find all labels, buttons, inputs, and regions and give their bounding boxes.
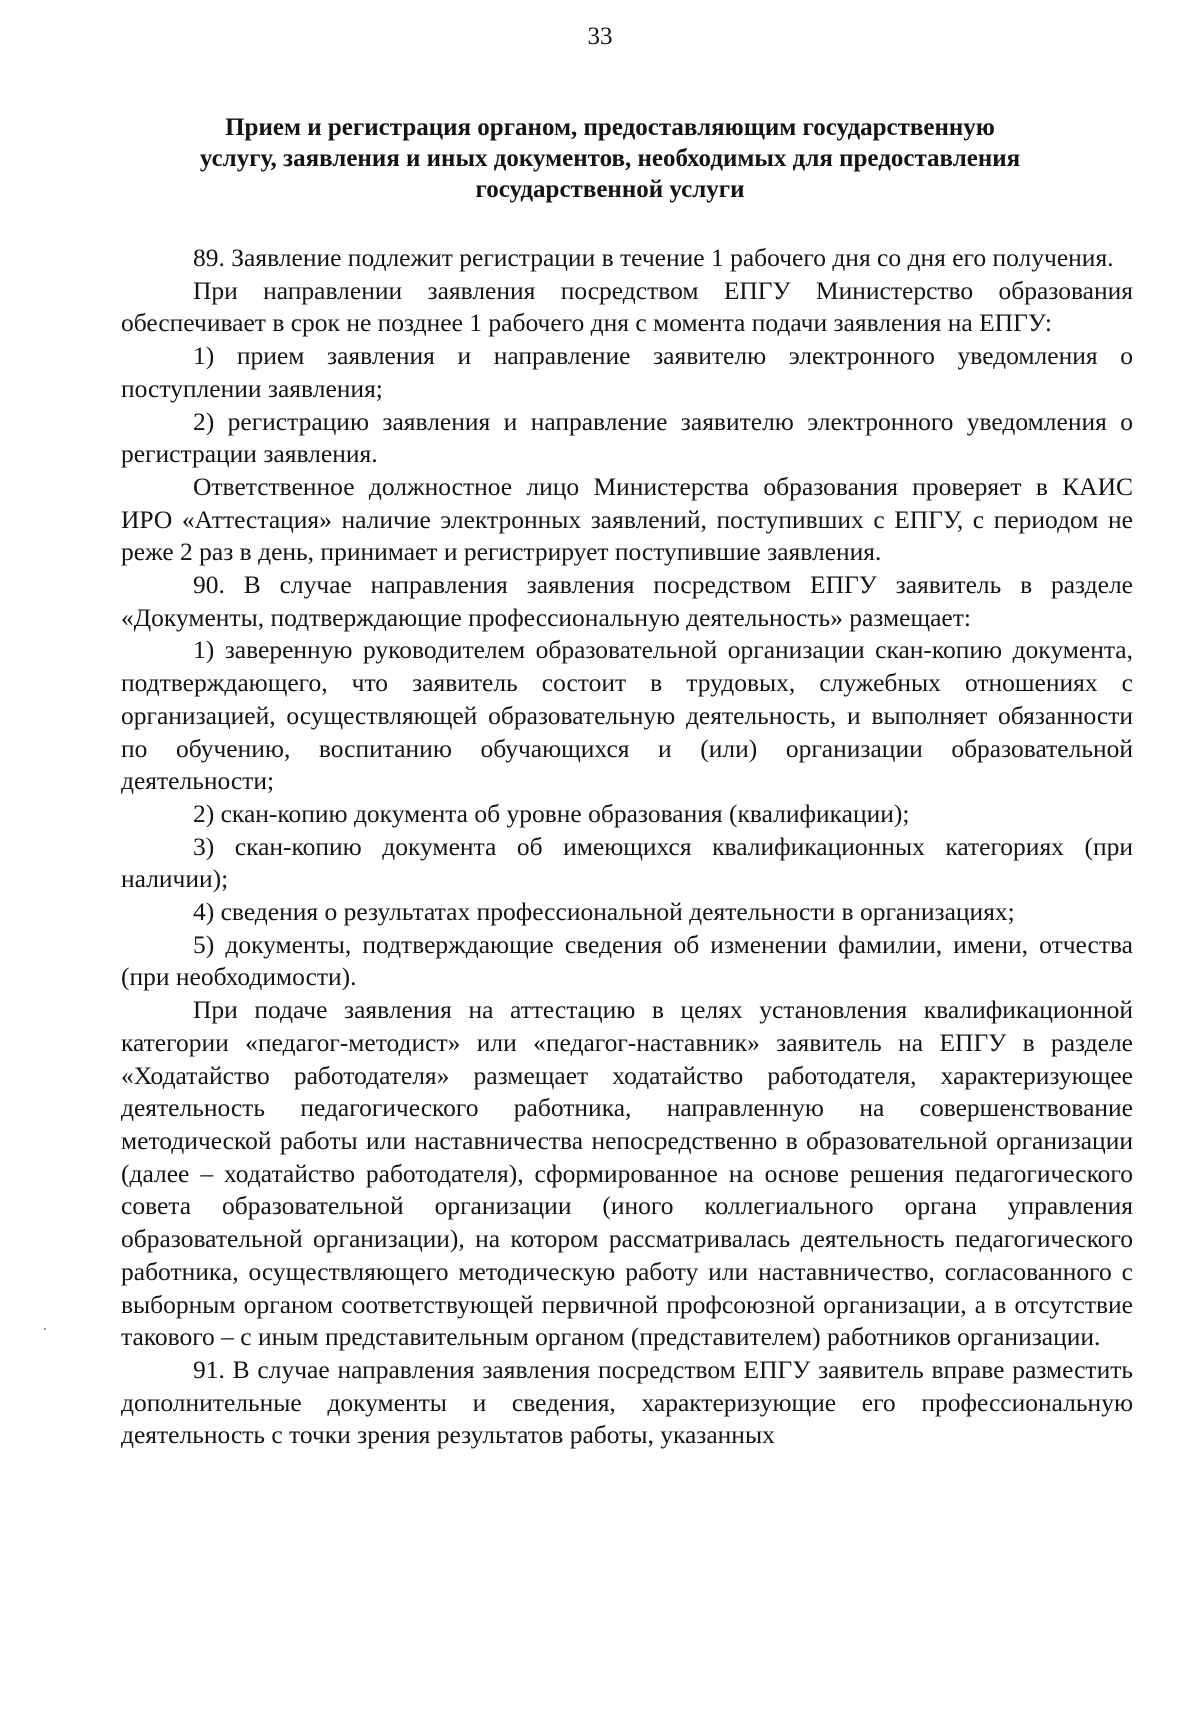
- paragraph-89: 89. Заявление подлежит регистрации в течение 1 рабочего дня со дня его получения.: [193, 243, 1114, 272]
- paragraph-employer-petition: При подаче заявления на аттестацию в целях установления квалификационной категории «педагог-методист» или «педагог-наставник» заявитель на ЕПГУ в разделе «Ходатайство работодателя» размещает ходатайство работодателя, характеризующее деятельность педагогического работника, направленную на совершенствование методической работы или наставничества непосредственно в образовательной организации (далее – ходатайство работодателя), сформированное на основе решения педагогического совета образовательной организации (иного коллегиального органа управления образовательной организации), на котором рассматривалась деятельность педагогического работника, осуществляющего методическую работу или наставничество, согласованного с выборным органом соответствующей первичной профсоюзной организации, а в отсутствие такового – с иным представительным органом (представителем) работников организации.: [121, 995, 1133, 1352]
- document-body: [121, 242, 1133, 1452]
- page-number: 33: [587, 23, 613, 50]
- paragraph-89-epgu: При направлении заявления посредством ЕПГУ Министерство образования обеспечивает в срок не позднее 1 рабочего дня с момента подачи заявления на ЕПГУ:: [121, 275, 1133, 338]
- list-item: 2) скан-копию документа об уровне образования (квалификации);: [193, 798, 910, 828]
- list-item: 1) заверенную руководителем образовательной организации скан-копию документа, подтверждающего, что заявитель состоит в трудовых, служебных отношениях с организацией, осуществляющей образовательную деятельность, и выполняет обязанности по обучению, воспитанию обучающихся и (или) организации образовательной деятельности;: [121, 635, 1133, 796]
- list-item: 4) сведения о результатах профессиональной деятельности в организациях;: [193, 897, 1015, 927]
- list-item: 5) документы, подтверждающие сведения об изменении фамилии, имени, отчества (при необходимости).: [121, 929, 1133, 992]
- scan-artifact: [44, 1328, 46, 1330]
- list-item: 3) скан-копию документа об имеющихся квалификационных категориях (при наличии);: [121, 831, 1133, 894]
- heading-line: услугу, заявления и иных документов, необходимых для предоставления: [199, 145, 1021, 172]
- paragraph-responsible-official: Ответственное должностное лицо Министерства образования проверяет в КАИС ИРО «Аттестация» наличие электронных заявлений, поступивших с ЕПГУ, с периодом не реже 2 раз в день, принимает и регистрирует поступившие заявления.: [121, 471, 1133, 567]
- section-heading: [150, 112, 1070, 205]
- heading-line: Прием и регистрация органом, предоставляющим государственную: [225, 114, 995, 141]
- paragraph-91: 91. В случае направления заявления посредством ЕПГУ заявитель вправе разместить дополнительные документы и сведения, характеризующие его профессиональную деятельность с точки зрения результатов работы, указанных: [121, 1354, 1133, 1450]
- list-item: 2) регистрацию заявления и направление заявителю электронного уведомления о регистрации заявления.: [121, 406, 1133, 469]
- paragraph-90: 90. В случае направления заявления посредством ЕПГУ заявитель в разделе «Документы, подтверждающие профессиональную деятельность» размещает:: [121, 570, 1133, 632]
- heading-line: государственной услуги: [475, 176, 745, 203]
- list-item: 1) прием заявления и направление заявителю электронного уведомления о поступлении заявления;: [121, 341, 1133, 403]
